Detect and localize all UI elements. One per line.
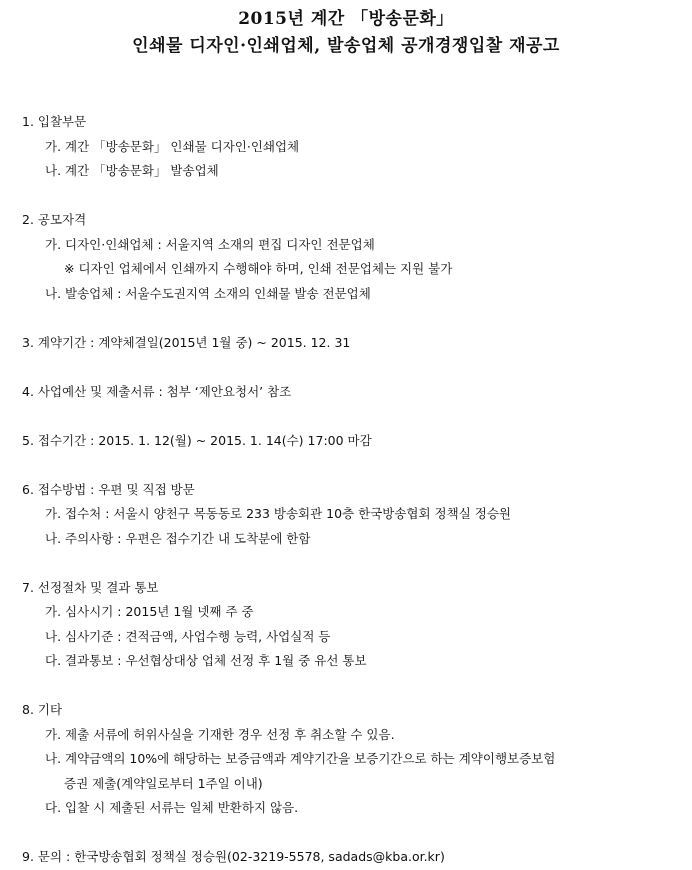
section-submission-period: 5. 접수기간 : 2015. 1. 12(월) ~ 2015. 1. 14(수) 17:00 마감 (22, 432, 372, 448)
section-heading: 7. 선정절차 및 결과 통보 (22, 579, 159, 595)
title-line-1: 2015년 계간 「방송문화」 (238, 9, 454, 29)
section-submission-method (22, 478, 682, 552)
section-contract-period: 3. 계약기간 : 계약체결일(2015년 1월 중) ~ 2015. 12. 31 (22, 334, 351, 350)
document-body (22, 110, 682, 870)
list-item: 나. 발송업체 : 서울수도권지역 소재의 인쇄물 발송 전문업체 (45, 285, 371, 301)
list-item: 나. 주의사항 : 우편은 접수기간 내 도착분에 한함 (45, 530, 311, 546)
section-selection-process (22, 576, 682, 674)
section-heading: 1. 입찰부문 (22, 114, 87, 129)
list-item: 가. 접수처 : 서울시 양천구 목동동로 233 방송회관 10층 한국방송협회 정책실 정승원 (45, 506, 511, 521)
list-item: 다. 입찰 시 제출된 서류는 일체 반환하지 않음. (45, 800, 299, 815)
list-item: 나. 계약금액의 10%에 해당하는 보증금액과 계약기간을 보증기간으로 하는 계약이행보증보험 (45, 751, 556, 766)
section-heading: 8. 기타 (22, 702, 63, 717)
list-item: 나. 심사기준 : 견적금액, 사업수행 능력, 사업실적 등 (45, 628, 331, 644)
section-heading: 2. 공모자격 (22, 212, 87, 227)
title-line-2: 인쇄물 디자인·인쇄업체, 발송업체 공개경쟁입찰 재공고 (132, 36, 560, 56)
list-item: 가. 디자인·인쇄업체 : 서울지역 소재의 편집 디자인 전문업체 (45, 236, 375, 252)
list-item: 가. 제출 서류에 허위사실을 기재한 경우 선정 후 취소할 수 있음. (45, 726, 395, 742)
list-item: 가. 계간 「방송문화」 인쇄물 디자인·인쇄업체 (45, 138, 300, 154)
section-bidding-category (22, 110, 682, 184)
list-note: ※ 디자인 업체에서 인쇄까지 수행해야 하며, 인쇄 전문업체는 지원 불가 (64, 261, 453, 276)
list-item: 가. 심사시기 : 2015년 1월 넷째 주 중 (45, 604, 254, 619)
document-title (0, 6, 692, 60)
list-item: 나. 계간 「방송문화」 발송업체 (45, 163, 219, 178)
section-other (22, 698, 682, 821)
section-heading: 6. 접수방법 : 우편 및 직접 방문 (22, 481, 195, 497)
section-eligibility (22, 208, 682, 306)
section-contact: 9. 문의 : 한국방송협회 정책실 정승원(02-3219-5578, sadads@kba.or.kr) (22, 849, 445, 864)
list-item-continuation: 증권 제출(계약일로부터 1주일 이내) (64, 775, 263, 791)
section-budget-documents: 4. 사업예산 및 제출서류 : 첨부 ‘제안요청서’ 참조 (22, 383, 292, 399)
list-item: 다. 결과통보 : 우선협상대상 업체 선정 후 1월 중 유선 통보 (45, 653, 367, 668)
